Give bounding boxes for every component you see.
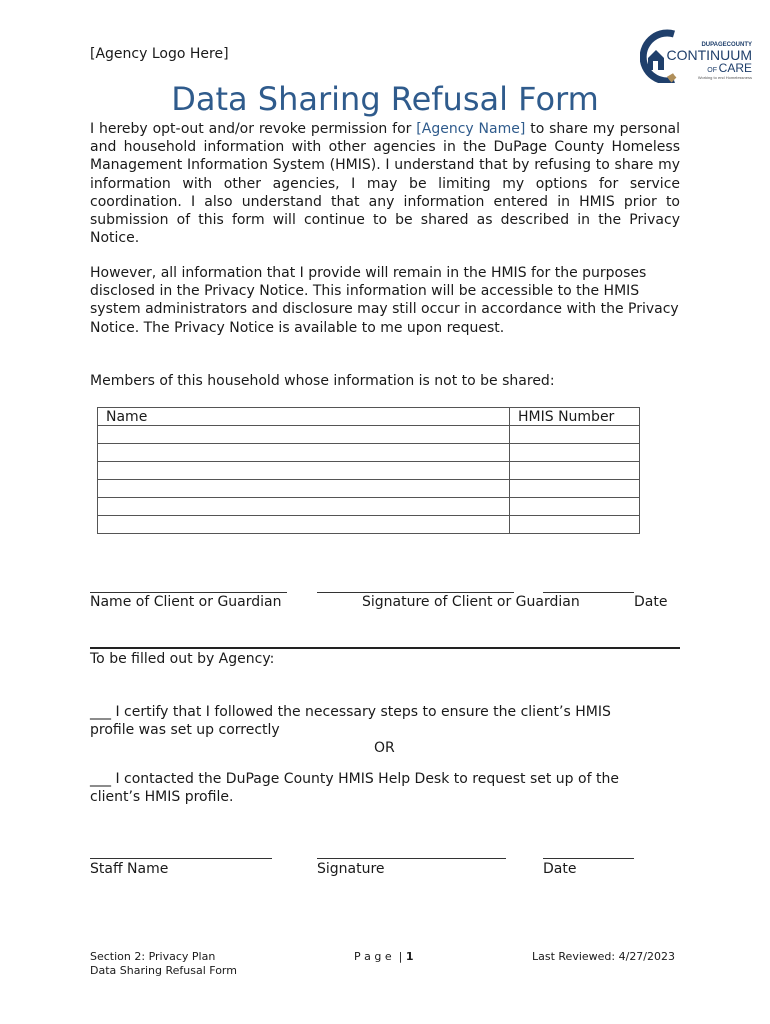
help-desk-option-line-1: ___ I contacted the DuPage County HMIS Help Desk to request set up of the <box>90 771 619 787</box>
table-row <box>98 480 640 498</box>
agency-name-placeholder: [Agency Name] <box>416 121 526 137</box>
staff-signature-label: Signature <box>317 861 385 877</box>
retention-paragraph: However, all information that I provide will remain in the HMIS for the purposes disclosed in the Privacy Notice. This information will be accessible to the HMIS system administrators and disclosure may still occur in accordance with the Privacy Notice. The Privacy Notice is available to me upon request. <box>90 265 679 336</box>
name-cell[interactable] <box>98 480 510 498</box>
opt-out-paragraph <box>90 120 680 247</box>
logo-of-text: OF <box>707 67 717 74</box>
hmis-number-cell[interactable] <box>510 426 640 444</box>
certify-option-line-2: profile was set up correctly <box>90 722 280 738</box>
hmis-number-cell[interactable] <box>510 480 640 498</box>
or-separator: OR <box>374 740 395 756</box>
hmis-number-cell[interactable] <box>510 498 640 516</box>
logo-county-text: DUPAGECOUNTY <box>701 42 752 48</box>
client-name-signature-line[interactable] <box>90 592 287 593</box>
name-cell[interactable] <box>98 426 510 444</box>
section-divider <box>90 647 680 649</box>
logo-continuum-text: CONTINUUM <box>666 47 752 63</box>
table-row <box>98 498 640 516</box>
footer-doc-name: Data Sharing Refusal Form <box>90 964 237 977</box>
client-name-label: Name of Client or Guardian <box>90 594 282 610</box>
certify-option-line-1: ___ I certify that I followed the necessary steps to ensure the client’s HMIS <box>90 704 611 720</box>
opt-out-text-2: to share my personal and household information with other agencies in the DuPage County Homeless Management Information System (HMIS). I understand that by refusing to share my information with other agencies, I may be limiting my options for service coordination. I also understand that any information entered in HMIS prior to submission of this form will continue to be shared as described in the Privacy Notice. <box>90 121 681 247</box>
page-label: P a g e | <box>354 950 403 963</box>
footer-section: Section 2: Privacy Plan <box>90 950 216 963</box>
client-date-line[interactable] <box>543 592 634 593</box>
household-members-table <box>97 407 640 534</box>
help-desk-option-line-2: client’s HMIS profile. <box>90 789 234 805</box>
footer-section-label <box>90 950 237 978</box>
page-number: 1 <box>405 950 414 963</box>
continuum-of-care-logo <box>640 28 755 83</box>
client-date-label: Date <box>634 594 668 610</box>
staff-name-label: Staff Name <box>90 861 169 877</box>
agency-logo-placeholder: [Agency Logo Here] <box>90 46 229 62</box>
staff-date-line[interactable] <box>543 858 634 859</box>
opt-out-text-1: I hereby opt-out and/or revoke permission for <box>90 121 412 137</box>
hmis-number-cell[interactable] <box>510 462 640 480</box>
staff-date-label: Date <box>543 861 577 877</box>
household-members-intro: Members of this household whose information is not to be shared: <box>90 373 555 389</box>
staff-name-line[interactable] <box>90 858 272 859</box>
name-cell[interactable] <box>98 462 510 480</box>
footer-last-reviewed: Last Reviewed: 4/27/2023 <box>532 950 676 963</box>
hmis-number-column-header: HMIS Number <box>510 408 640 426</box>
logo-tagline-text: Working to end Homelessness <box>697 75 752 80</box>
hmis-number-cell[interactable] <box>510 444 640 462</box>
agency-section-heading: To be filled out by Agency: <box>90 651 275 667</box>
hmis-number-cell[interactable] <box>510 516 640 534</box>
name-cell[interactable] <box>98 516 510 534</box>
name-cell[interactable] <box>98 444 510 462</box>
client-signature-label: Signature of Client or Guardian <box>362 594 580 610</box>
table-row <box>98 516 640 534</box>
staff-signature-line[interactable] <box>317 858 506 859</box>
name-column-header: Name <box>98 408 510 426</box>
name-cell[interactable] <box>98 498 510 516</box>
table-header-row <box>98 408 640 426</box>
client-signature-line[interactable] <box>317 592 514 593</box>
table-row <box>98 426 640 444</box>
form-title: Data Sharing Refusal Form <box>171 80 599 118</box>
logo-care-text: CARE <box>718 61 752 75</box>
table-row <box>98 462 640 480</box>
table-row <box>98 444 640 462</box>
footer-page-number <box>354 950 413 964</box>
